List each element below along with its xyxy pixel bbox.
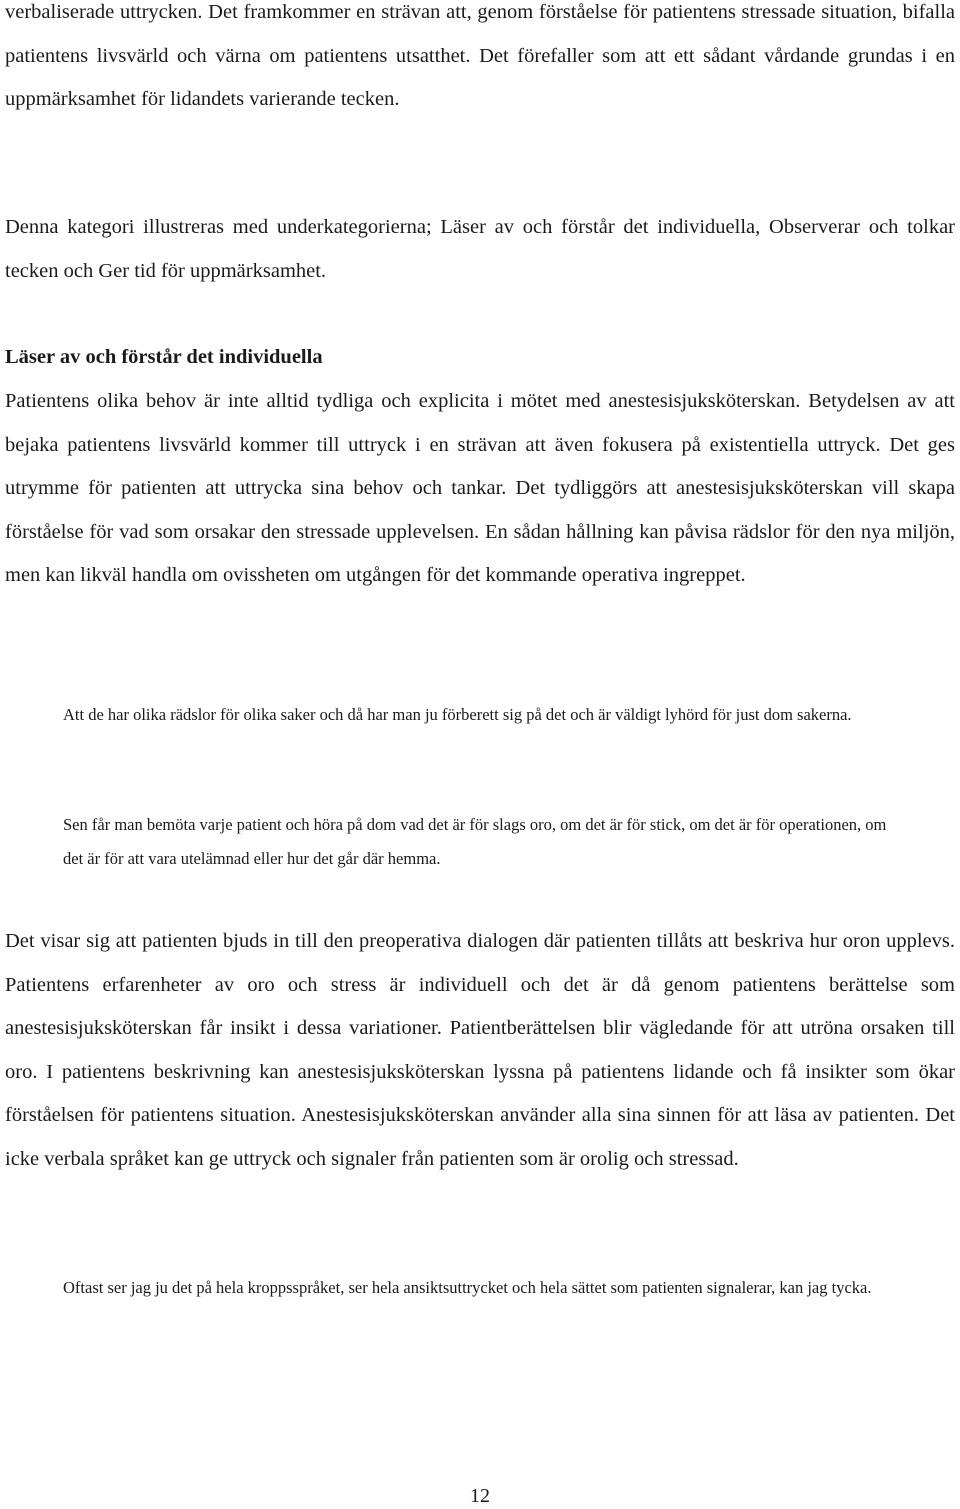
body-paragraph-1: verbaliserade uttrycken. Det framkommer en strävan att, genom förståelse för patientens stressade situation, bifalla patientens livsvärld och värna om patientens utsatthet. Det förefaller som att ett sådant vårdande grundas i en uppmärksamhet för lidandets varierande tecken. [5,1,955,111]
body-paragraph-4: Det visar sig att patienten bjuds in till den preoperativa dialogen där patienten tillåts att beskriva hur oron upplevs. Patientens erfarenheter av oro och stress är individuell och det är då genom patientens berättelse som anestesisjuksköterskan får insikt i dessa variationer. Patientberättelsen blir vägledande för att utröna orsaken till oro. I patientens beskrivning kan anestesisjuksköterskan lyssna på patientens lidande och få insikter som ökar förståelsen för patientens situation. Anestesisjuksköterskan använder alla sina sinnen för att läsa av patienten. Det icke verbala språket kan ge uttryck och signaler från patienten som är orolig och stressad. [5,930,955,1170]
body-paragraph-2: Denna kategori illustreras med underkategorierna; Läser av och förstår det individuella, Observerar och tolkar tecken och Ger tid för uppmärksamhet. [5,216,955,282]
body-paragraph-3: Patientens olika behov är inte alltid tydliga och explicita i mötet med anestesisjuksköterskan. Betydelsen av att bejaka patientens livsvärld kommer till uttryck i en strävan att även fokusera på existentiella uttryck. Det ges utrymme för patienten att uttrycka sina behov och tankar. Det tydliggörs att anestesisjuksköterskan vill skapa förståelse för vad som orsakar den stressade upplevelsen. En sådan hållning kan påvisa rädslor för den nya miljön, men kan likväl handla om ovissheten om utgången för det kommande operativa ingreppet. [5,390,955,587]
interview-quote-1: Att de har olika rädslor för olika saker och då har man ju förberett sig på det och är väldigt lyhörd för just dom sakerna. [63,705,852,724]
interview-quote-2: Sen får man bemöta varje patient och höra på dom vad det är för slags oro, om det är för stick, om det är för operationen, om det är för att vara utelämnad eller hur det går där hemma. [63,815,887,868]
page-number: 12 [470,1485,490,1507]
section-heading: Läser av och förstår det individuella [5,346,323,368]
interview-quote-3: Oftast ser jag ju det på hela kroppsspråket, ser hela ansiktsuttrycket och hela sättet som patienten signalerar, kan jag tycka. [63,1278,872,1297]
